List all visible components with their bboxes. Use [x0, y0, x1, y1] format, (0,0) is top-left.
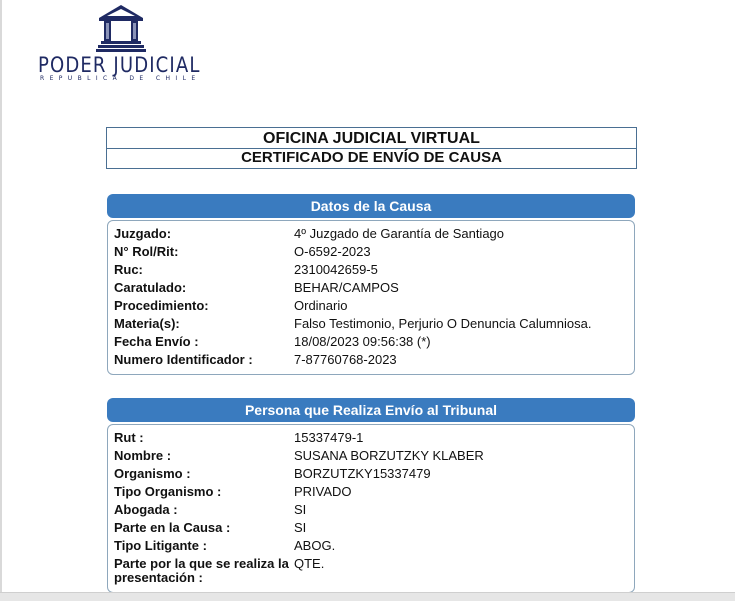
field-label: N° Rol/Rit:	[114, 244, 179, 259]
field-value: ABOG.	[294, 538, 336, 553]
section-datos-causa	[107, 194, 635, 375]
field-value: Ordinario	[294, 298, 348, 313]
field-procedimiento	[114, 297, 634, 315]
field-abogada	[114, 501, 634, 519]
field-label: Procedimiento:	[114, 298, 209, 313]
field-fecha-envio	[114, 333, 634, 351]
field-value: Falso Testimonio, Perjurio O Denuncia Calumniosa.	[294, 316, 592, 331]
logo-subtitle: REPUBLICA DE CHILE	[40, 75, 201, 82]
field-value: 4º Juzgado de Garantía de Santiago	[294, 226, 505, 241]
field-value: 18/08/2023 09:56:38 (*)	[294, 334, 431, 349]
field-value: SI	[294, 502, 307, 517]
field-rut	[114, 429, 634, 447]
field-label: Nombre :	[114, 448, 172, 463]
field-value: BORZUTZKY15337479	[294, 466, 431, 481]
field-label: Caratulado:	[114, 280, 187, 295]
field-value: O-6592-2023	[294, 244, 371, 259]
field-value: SI	[294, 520, 307, 535]
certificate-title: CERTIFICADO DE ENVÍO DE CAUSA	[107, 148, 636, 168]
section-header-persona: Persona que Realiza Envío al Tribunal	[107, 398, 635, 422]
field-organismo	[114, 465, 634, 483]
field-label: Fecha Envío :	[114, 334, 199, 349]
field-value: 2310042659-5	[294, 262, 378, 277]
field-label: Parte en la Causa :	[114, 520, 231, 535]
field-tipo-organismo	[114, 483, 634, 501]
persona-body	[107, 424, 635, 593]
office-title: OFICINA JUDICIAL VIRTUAL	[263, 130, 480, 147]
field-numero-identificador	[114, 351, 634, 369]
field-nombre	[114, 447, 634, 465]
field-rol-rit	[114, 243, 634, 261]
field-label: Materia(s):	[114, 316, 180, 331]
field-parte-en-causa	[114, 519, 634, 537]
field-label: Rut :	[114, 430, 144, 445]
section-header-datos-causa: Datos de la Causa	[107, 194, 635, 218]
field-value: QTE.	[294, 556, 325, 571]
field-value: SUSANA BORZUTZKY KLABER	[294, 448, 484, 463]
poder-judicial-logo	[38, 2, 210, 84]
field-label: Numero Identificador :	[114, 352, 253, 367]
field-label: Juzgado:	[114, 226, 172, 241]
field-parte-presentacion	[114, 555, 634, 587]
field-value: PRIVADO	[294, 484, 352, 499]
field-juzgado	[114, 225, 634, 243]
field-label: Tipo Organismo :	[114, 484, 222, 499]
courthouse-icon	[96, 4, 146, 52]
field-ruc	[114, 261, 634, 279]
field-label: Parte por la que se realiza la presentación :	[114, 556, 289, 585]
field-label: Ruc:	[114, 262, 143, 277]
field-caratulado	[114, 279, 634, 297]
certificate-title-box	[106, 127, 637, 169]
field-value: 7-87760768-2023	[294, 352, 397, 367]
datos-causa-body	[107, 220, 635, 375]
field-tipo-litigante	[114, 537, 634, 555]
field-value: 15337479-1	[294, 430, 364, 445]
field-label: Abogada :	[114, 502, 178, 517]
field-label: Tipo Litigante :	[114, 538, 207, 553]
field-materias	[114, 315, 634, 333]
logo-title: PODER JUDICIAL	[38, 53, 201, 77]
section-persona	[107, 398, 635, 593]
field-label: Organismo :	[114, 466, 191, 481]
field-value: BEHAR/CAMPOS	[294, 280, 399, 295]
